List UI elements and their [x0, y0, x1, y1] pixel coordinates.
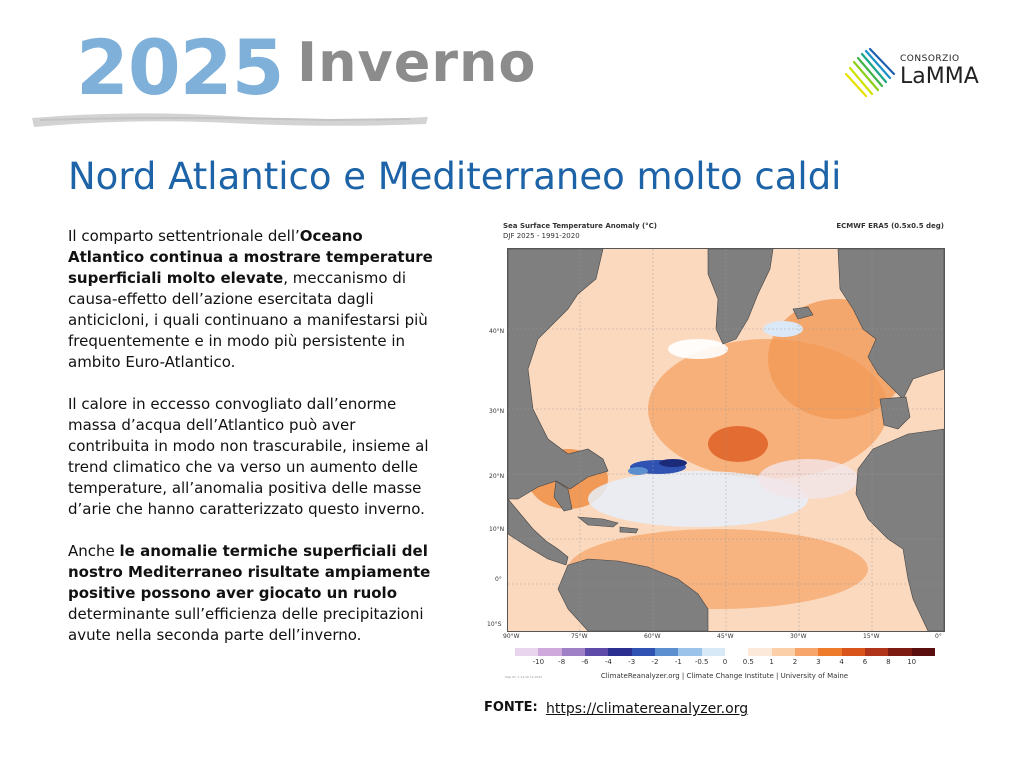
map-subtitle: DJF 2025 - 1991-2020: [503, 232, 580, 240]
map-credit: ClimateReanalyzer.org | Climate Change Institute | University of Maine: [600, 672, 849, 680]
colorbar-tick-label: 1: [769, 658, 774, 666]
map-title: Sea Surface Temperature Anomaly (°C): [503, 222, 657, 230]
colorbar-tick-label: -3: [628, 658, 636, 666]
colorbar-tick-label: 10: [907, 658, 917, 666]
paragraph-mediterranean: Anche le anomalie termiche superficiali del nostro Mediterraneo risultate ampiamente positive possono aver giocato un ruolo determinante sull’efficienza delle precipitazioni avute nella seconda parte dell’inverno.: [68, 542, 431, 644]
colorbar-swatch: [538, 648, 561, 656]
colorbar-tick-label: 4: [839, 658, 844, 666]
colorbar-tick-label: 8: [886, 658, 891, 666]
sst-map-graphic: [508, 249, 944, 631]
lon-label: 0°: [935, 633, 942, 640]
colorbar-swatch: [562, 648, 585, 656]
paragraph-heat: Il calore in eccesso convogliato dall’enorme massa d’acqua dell’Atlantico può aver contribuita in modo non trascurabile, insieme al trend climatico che va verso un aumento delle temperature, all’anomalia positiva delle masse d’arie che hanno caratterizzato questo inverno.: [68, 395, 429, 518]
lon-label: 30°W: [790, 633, 807, 640]
colorbar-tick-label: 6: [862, 658, 868, 666]
colorbar-tick-label: -8: [558, 658, 566, 666]
colorbar-tick-label: -6: [581, 658, 589, 666]
lat-label: 30°N: [489, 408, 505, 415]
lon-label: 90°W: [503, 633, 520, 640]
paragraph-atlantic: Il comparto settentrionale dell’Oceano Atlantico continua a mostrare temperature superficiali molto elevate, meccanismo di causa-effetto dell’azione esercitata dagli anticicloni, i quali continuano a manifestarsi più frequentemente e in modo più persistente in ambito Euro-Atlantico.: [68, 227, 433, 371]
colorbar-tick-label: -0.5: [694, 658, 709, 666]
colorbar-swatch: [515, 648, 538, 656]
colorbar-tick-label: -2: [651, 658, 659, 666]
lat-label: 20°N: [489, 473, 505, 480]
colorbar-labels: [515, 658, 935, 668]
colorbar-swatch: [888, 648, 911, 656]
lat-label: 10°N: [489, 526, 505, 533]
logo-lamma-label: LaMMA: [900, 64, 979, 89]
lon-label: 75°W: [571, 633, 588, 640]
colorbar-swatch: [678, 648, 701, 656]
colorbar-swatch: [608, 648, 631, 656]
map-dataset: ECMWF ERA5 (0.5x0.5 deg): [836, 222, 944, 230]
colorbar-swatch: [912, 648, 935, 656]
source-link[interactable]: https://climatereanalyzer.org: [546, 701, 749, 717]
colorbar: [515, 648, 935, 656]
colorbar-tick-label: 0.5: [742, 658, 754, 666]
lat-label: 10°S: [487, 621, 502, 628]
lat-label: 0°: [495, 576, 502, 583]
colorbar-tick-label: 0: [722, 658, 728, 666]
colorbar-swatch: [865, 648, 888, 656]
lamma-logo: [842, 46, 982, 102]
colorbar-swatch: [725, 648, 748, 656]
colorbar-swatch: [842, 648, 865, 656]
colorbar-tick-label: 2: [792, 658, 798, 666]
source-label: FONTE:: [484, 700, 538, 715]
colorbar-swatch: [585, 648, 608, 656]
colorbar-swatch: [655, 648, 678, 656]
lon-label: 15°W: [863, 633, 880, 640]
colorbar-swatch: [772, 648, 795, 656]
map-id-note: Map ID: 7.14.40.12.2025: [505, 675, 543, 679]
colorbar-swatch: [702, 648, 725, 656]
colorbar-tick-label: -1: [674, 658, 682, 666]
colorbar-swatch: [795, 648, 818, 656]
lat-label: 40°N: [489, 328, 505, 335]
logo-consorzio-label: CONSORZIO: [900, 54, 960, 64]
header-season: Inverno: [297, 31, 537, 94]
body-text: [68, 226, 438, 667]
colorbar-swatch: [632, 648, 655, 656]
colorbar-tick-label: 3: [816, 658, 821, 666]
lon-label: 45°W: [717, 633, 734, 640]
lon-label: 60°W: [644, 633, 661, 640]
page-title: Nord Atlantico e Mediterraneo molto caldi: [68, 155, 842, 198]
header-year: 2025: [76, 23, 284, 112]
colorbar-swatch: [818, 648, 841, 656]
colorbar-tick-label: -4: [604, 658, 612, 666]
sst-anomaly-map-figure: [487, 220, 946, 680]
lamma-logo-icon: [842, 46, 898, 102]
sst-map: [507, 248, 945, 632]
colorbar-tick-label: -10: [532, 658, 545, 666]
colorbar-swatch: [748, 648, 771, 656]
